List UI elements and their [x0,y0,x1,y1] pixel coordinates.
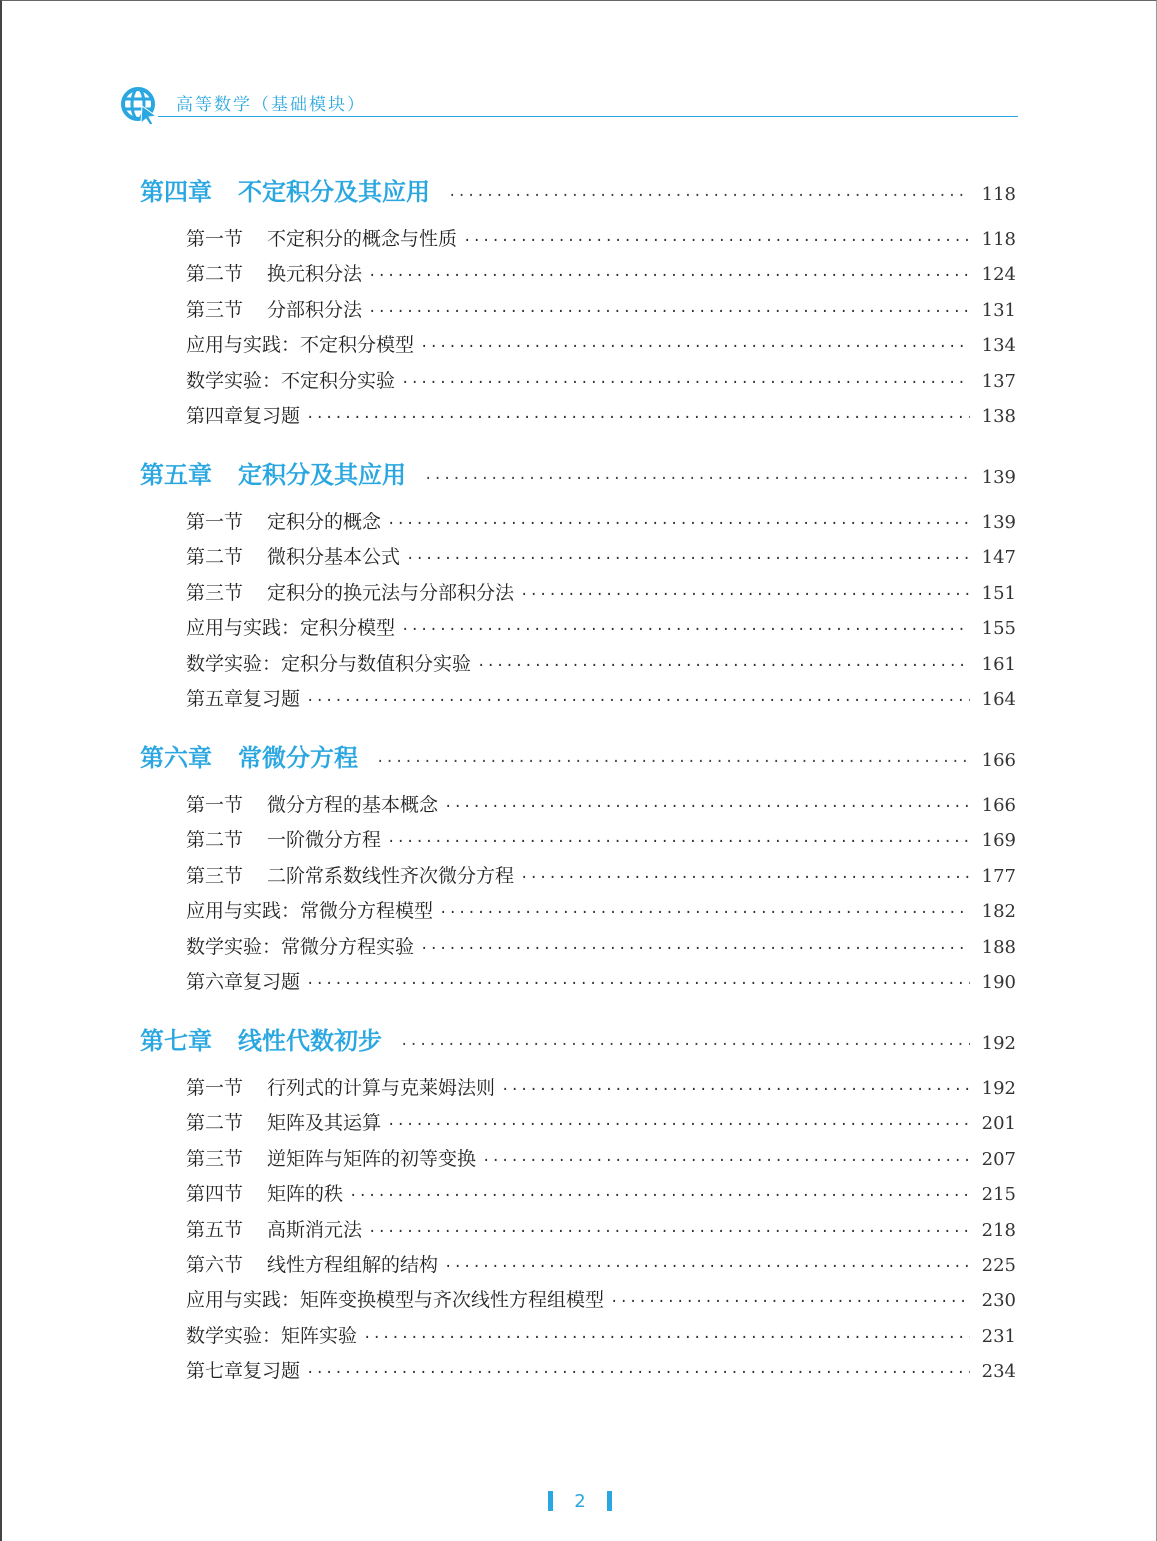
section-label: 第二节 [186,546,244,569]
dot-leader [477,658,970,674]
section-page: 225 [981,1255,1016,1276]
section-label: 第一节 [186,228,244,250]
dot-leader [363,1330,970,1346]
chapter-page: 166 [981,750,1016,771]
toc-section[interactable] [186,578,1016,605]
dot-leader [306,1365,970,1381]
section-title: 应用与实践：常微分方程模型 [186,900,434,923]
dot-leader [306,410,970,426]
dot-leader [306,693,970,709]
dot-leader [424,471,970,487]
section-label: 第一节 [186,794,244,816]
section-title: 第六章复习题 [186,971,301,993]
section-page: 139 [981,512,1016,533]
section-page: 231 [981,1325,1016,1347]
dot-leader [463,233,970,249]
section-label: 第二节 [186,829,244,852]
section-title: 数学实验：常微分方程实验 [186,935,415,958]
toc-section[interactable] [186,932,1016,959]
toc-section[interactable] [186,542,1016,569]
chapter-label: 第六章 [140,743,212,772]
dot-leader [387,834,970,850]
dot-leader [439,905,970,921]
section-title: 数学实验：不定积分实验 [186,369,396,392]
section-title: 第四章复习题 [186,405,301,427]
dot-leader [349,1188,970,1204]
dot-leader [420,941,970,957]
section-label: 第二节 [186,263,244,286]
dot-leader [420,339,970,355]
dot-leader [482,1153,970,1169]
section-page: 138 [981,406,1016,427]
section-page: 188 [981,936,1016,958]
section-label: 第二节 [186,1112,244,1135]
section-page: 230 [981,1290,1016,1312]
toc-chapter[interactable] [140,1021,1016,1056]
section-title: 逆矩阵与矩阵的初等变换 [267,1147,477,1170]
globe-cursor-icon [120,86,160,126]
toc-section[interactable] [186,1144,1016,1171]
section-label: 第三节 [186,298,244,321]
page-number-bar-left [548,1491,553,1511]
dot-leader [444,799,970,815]
section-page: 169 [981,830,1016,852]
section-title: 线性方程组解的结构 [267,1254,439,1276]
dot-leader [376,754,970,770]
page-number-bar-right [607,1491,612,1511]
section-page: 192 [981,1078,1016,1099]
section-page: 151 [981,582,1016,604]
chapter-label: 第五章 [140,460,212,489]
dot-leader [610,1294,970,1310]
section-page: 207 [981,1148,1016,1170]
section-title: 行列式的计算与克莱姆法则 [267,1077,496,1099]
dot-leader [406,551,970,567]
toc-section[interactable] [186,1321,1016,1348]
section-page: 147 [981,547,1016,569]
toc-section[interactable] [186,1179,1016,1206]
dot-leader [401,622,970,638]
dot-leader [520,870,970,886]
toc-section[interactable] [186,1215,1016,1242]
toc-section[interactable] [186,224,1016,251]
section-label: 第一节 [186,511,244,533]
section-page: 190 [981,972,1016,993]
dot-leader [400,1037,970,1053]
section-page: 215 [981,1184,1016,1206]
header-rule [158,116,1018,117]
toc-chapter[interactable] [140,455,1016,490]
section-page: 124 [981,264,1016,286]
section-label: 第三节 [186,581,244,604]
dot-leader [368,268,970,284]
section-title: 矩阵及其运算 [267,1112,382,1135]
dot-leader [368,1224,970,1240]
page-number [548,1488,612,1514]
section-title: 第七章复习题 [186,1360,301,1383]
section-page: 182 [981,901,1016,923]
section-page: 161 [981,653,1016,675]
toc-section[interactable] [186,896,1016,923]
section-page: 218 [981,1219,1016,1241]
section-label: 第三节 [186,1147,244,1170]
dot-leader [501,1082,970,1098]
section-title: 应用与实践：矩阵变换模型与齐次线性方程组模型 [186,1289,605,1312]
section-page: 155 [981,618,1016,640]
section-title: 换元积分法 [267,263,363,286]
toc-section[interactable] [186,1108,1016,1135]
section-title: 二阶常系数线性齐次微分方程 [267,864,515,887]
chapter-title: 线性代数初步 [238,1026,382,1055]
toc-section[interactable] [186,507,1016,534]
chapter-label: 第四章 [140,177,212,206]
toc-section[interactable] [186,1356,1016,1383]
toc-section[interactable] [186,366,1016,393]
chapter-title: 不定积分及其应用 [238,177,430,206]
toc-section[interactable] [186,295,1016,322]
toc-section[interactable] [186,1250,1016,1277]
section-page: 118 [981,229,1016,250]
toc-section[interactable] [186,825,1016,852]
section-page: 137 [981,370,1016,392]
dot-leader [306,976,970,992]
section-page: 164 [981,689,1016,710]
dot-leader [387,516,970,532]
section-title: 矩阵的秩 [267,1183,344,1206]
section-page: 201 [981,1113,1016,1135]
section-title: 数学实验：定积分与数值积分实验 [186,652,472,675]
chapter-page: 118 [981,184,1016,205]
section-label: 第三节 [186,864,244,887]
toc-section[interactable] [186,790,1016,817]
section-title: 数学实验：矩阵实验 [186,1324,358,1347]
section-title: 不定积分的概念与性质 [267,228,458,250]
section-label: 第一节 [186,1077,244,1099]
dot-leader [401,375,970,391]
section-page: 134 [981,335,1016,357]
section-title: 应用与实践：不定积分模型 [186,334,415,357]
section-page: 177 [981,865,1016,887]
toc-section[interactable] [186,401,1016,428]
book-title: 高等数学（基础模块） [176,95,366,115]
toc-section[interactable] [186,967,1016,994]
toc-section[interactable] [186,649,1016,676]
section-title: 微积分基本公式 [267,546,401,569]
section-title: 分部积分法 [267,298,363,321]
toc-section[interactable] [186,259,1016,286]
section-title: 高斯消元法 [267,1218,363,1241]
section-page: 234 [981,1361,1016,1383]
running-header [120,82,1020,122]
toc-section[interactable] [186,1285,1016,1312]
chapter-page: 139 [981,467,1016,488]
dot-leader [444,1259,970,1275]
toc-chapter[interactable] [140,738,1016,773]
dot-leader [520,587,970,603]
section-label: 第五节 [186,1218,244,1241]
section-title: 定积分的换元法与分部积分法 [267,581,515,604]
section-page: 166 [981,795,1016,816]
chapter-title: 常微分方程 [238,743,358,772]
section-title: 定积分的概念 [267,511,382,533]
chapter-label: 第七章 [140,1026,212,1055]
toc-section[interactable] [186,613,1016,640]
section-title: 一阶微分方程 [267,829,382,852]
toc-section[interactable] [186,861,1016,888]
toc-section[interactable] [186,684,1016,711]
toc-chapter[interactable] [140,172,1016,207]
section-label: 第四节 [186,1183,244,1206]
section-page: 131 [981,299,1016,321]
toc-section[interactable] [186,1073,1016,1100]
dot-leader [448,188,970,204]
chapter-page: 192 [981,1033,1016,1054]
section-label: 第六节 [186,1254,244,1276]
dot-leader [368,304,970,320]
dot-leader [387,1117,970,1133]
page-number-value: 2 [574,1490,586,1512]
section-title: 第五章复习题 [186,688,301,710]
section-title: 应用与实践：定积分模型 [186,617,396,640]
toc-section[interactable] [186,330,1016,357]
chapter-title: 定积分及其应用 [238,460,406,489]
section-title: 微分方程的基本概念 [267,794,439,816]
